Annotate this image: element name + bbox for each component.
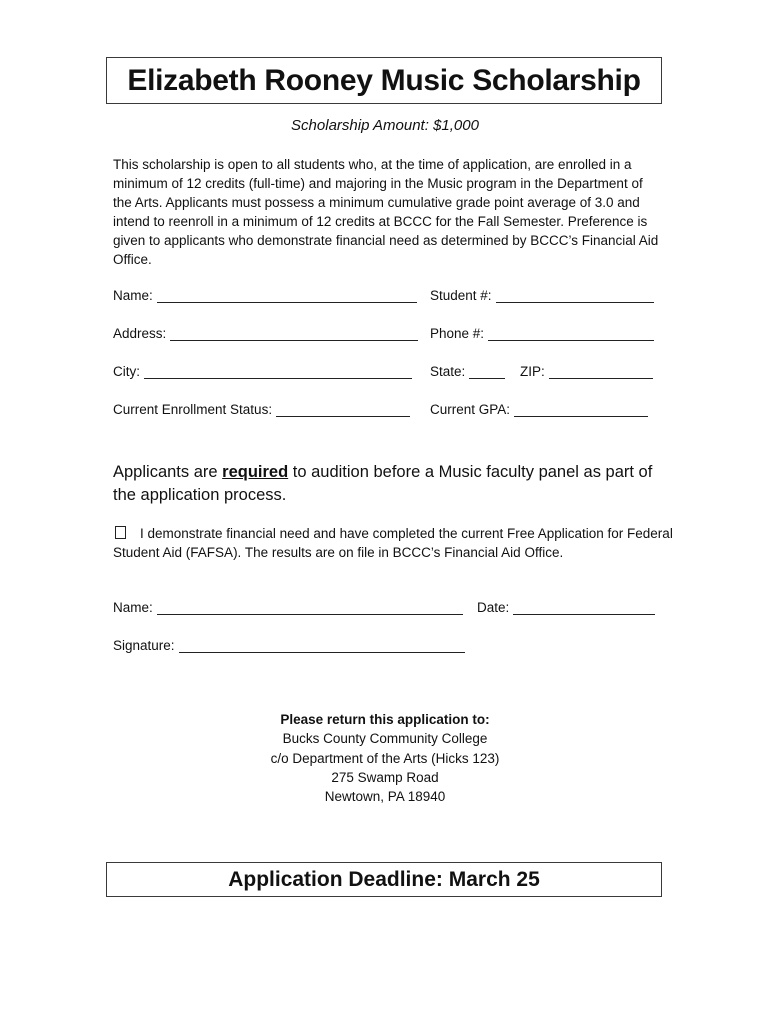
gpa-blank[interactable] bbox=[514, 402, 648, 417]
return-line-3: 275 Swamp Road bbox=[331, 769, 439, 785]
phone-label: Phone #: bbox=[430, 326, 485, 341]
student-number-blank[interactable] bbox=[496, 288, 654, 303]
student-number-label: Student #: bbox=[430, 288, 492, 303]
zip-blank[interactable] bbox=[549, 364, 653, 379]
address-blank[interactable] bbox=[170, 326, 418, 341]
zip-label: ZIP: bbox=[520, 364, 545, 379]
zip-field[interactable] bbox=[520, 364, 653, 379]
signer-name-field[interactable] bbox=[113, 600, 463, 615]
row-signature-name-date bbox=[113, 600, 673, 620]
enrollment-status-blank[interactable] bbox=[276, 402, 410, 417]
enrollment-status-field[interactable] bbox=[113, 402, 410, 417]
audition-requirement bbox=[113, 461, 673, 507]
signer-name-label: Name: bbox=[113, 600, 153, 615]
phone-blank[interactable] bbox=[488, 326, 654, 341]
eligibility-description: This scholarship is open to all students who, at the time of application, are enrolled in a minimum of 12 credits (full-time) and majoring in the Music program in the Department of the Arts. Applicants must possess a minimum cumulative grade point average of 3.0 and intend to reenroll in a minimum of 12 credits at BCCC for the Fall Semester. Preference is given to applicants who demonstrate financial need as determined by BCCC’s Financial Aid Office. bbox=[113, 157, 659, 267]
return-header: Please return this application to: bbox=[280, 712, 490, 727]
fafsa-text: I demonstrate financial need and have completed the current Free Application for Federal Student Aid (FAFSA). The results are on file in BCCC’s Financial Aid Office. bbox=[113, 526, 673, 560]
signature-label: Signature: bbox=[113, 638, 175, 653]
city-field[interactable] bbox=[113, 364, 412, 379]
state-field[interactable] bbox=[430, 364, 505, 379]
row-enrollment-gpa bbox=[113, 402, 673, 422]
deadline-box bbox=[106, 862, 662, 897]
gpa-label: Current GPA: bbox=[430, 402, 511, 417]
name-label: Name: bbox=[113, 288, 153, 303]
enrollment-status-label: Current Enrollment Status: bbox=[113, 402, 273, 417]
date-blank[interactable] bbox=[513, 600, 655, 615]
city-label: City: bbox=[113, 364, 140, 379]
phone-field[interactable] bbox=[430, 326, 654, 341]
scholarship-amount: Scholarship Amount: $1,000 bbox=[291, 117, 479, 134]
signature-blank[interactable] bbox=[179, 638, 465, 653]
return-line-1: Bucks County Community College bbox=[282, 731, 488, 747]
city-blank[interactable] bbox=[144, 364, 412, 379]
audition-text-after: to audition before a Music faculty panel as part of the application process. bbox=[113, 463, 653, 504]
title-box bbox=[106, 57, 662, 104]
row-city-state-zip bbox=[113, 364, 673, 384]
gpa-field[interactable] bbox=[430, 402, 648, 417]
address-label: Address: bbox=[113, 326, 167, 341]
date-field[interactable] bbox=[477, 600, 655, 615]
return-line-4: Newtown, PA 18940 bbox=[324, 789, 446, 805]
signer-name-blank[interactable] bbox=[157, 600, 463, 615]
state-blank[interactable] bbox=[469, 364, 505, 379]
application-deadline: Application Deadline: March 25 bbox=[228, 867, 540, 891]
signature-field[interactable] bbox=[113, 638, 465, 653]
name-blank[interactable] bbox=[157, 288, 417, 303]
page-title: Elizabeth Rooney Music Scholarship bbox=[127, 63, 641, 97]
audition-text-before: Applicants are bbox=[113, 463, 223, 481]
return-line-2: c/o Department of the Arts (Hicks 123) bbox=[270, 750, 500, 766]
student-number-field[interactable] bbox=[430, 288, 654, 303]
row-address-phone bbox=[113, 326, 673, 346]
name-field[interactable] bbox=[113, 288, 417, 303]
return-address-block bbox=[0, 710, 770, 806]
fafsa-statement bbox=[113, 524, 673, 562]
fafsa-checkbox[interactable] bbox=[115, 526, 126, 539]
row-signature bbox=[113, 638, 673, 658]
date-label: Date: bbox=[477, 600, 510, 615]
audition-required-word: required bbox=[222, 463, 289, 481]
state-label: State: bbox=[430, 364, 466, 379]
address-field[interactable] bbox=[113, 326, 418, 341]
row-name-student bbox=[113, 288, 673, 308]
